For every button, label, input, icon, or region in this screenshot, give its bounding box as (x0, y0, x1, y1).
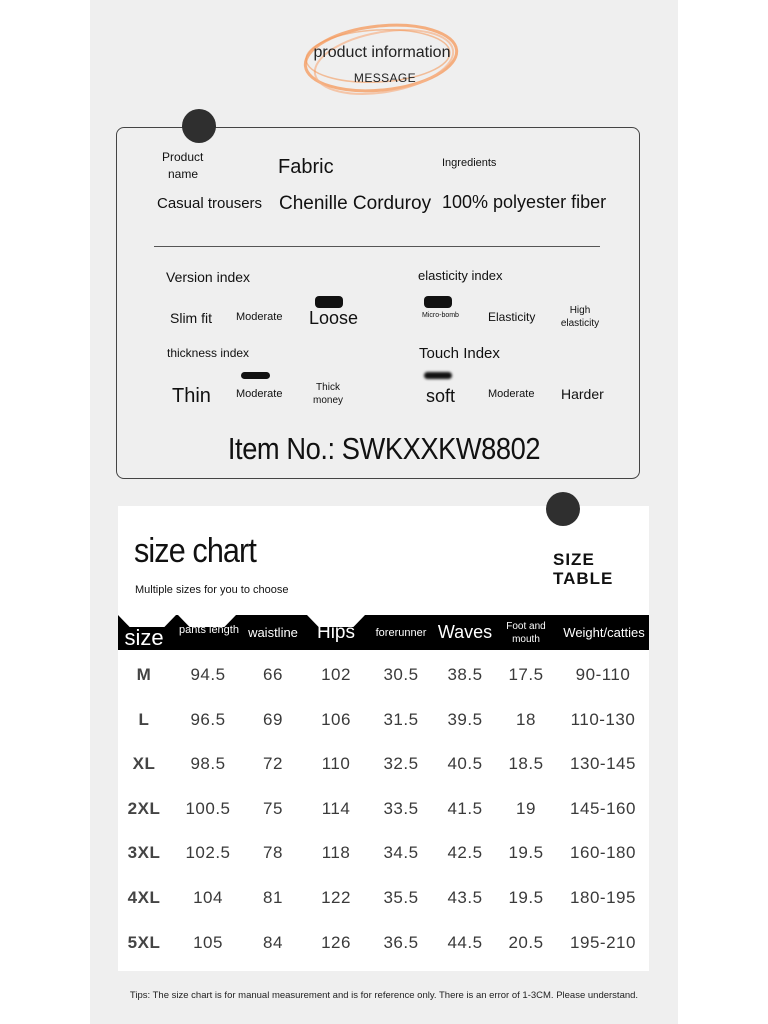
product-information-title: product information (313, 44, 451, 61)
elasticity-option-micro-bomb: Micro-bomb (422, 312, 459, 319)
table-cell: 81 (263, 888, 283, 907)
tips-footnote: Tips: The size chart is for manual measurement and is for reference only. There is an error of 1-3CM. Please understand. (129, 990, 639, 1001)
touch-option-harder: Harder (561, 386, 604, 402)
size-chart-title: size chart (134, 532, 256, 570)
table-cell: 106 (321, 709, 351, 729)
table-cell: 19 (516, 798, 536, 818)
table-cell: 104 (193, 888, 223, 907)
thickness-index-label: thickness index (167, 346, 250, 360)
touch-selected-marker (424, 372, 452, 379)
table-cell: 94.5 (190, 665, 226, 684)
version-option-moderate: Moderate (236, 311, 283, 323)
panel-dot-decoration (546, 492, 580, 526)
card-dot-decoration (182, 109, 216, 143)
product-name-label-line2: name (168, 167, 199, 181)
table-cell: 96.5 (190, 709, 226, 729)
size-cell: L (138, 709, 150, 729)
table-cell: 38.5 (447, 665, 483, 684)
column-header-forerunner: forerunner (375, 626, 427, 639)
table-cell: 19.5 (508, 888, 544, 907)
card-divider (154, 246, 600, 247)
table-cell: 66 (263, 665, 283, 684)
version-index-label: Version index (166, 269, 251, 285)
ingredients-label: Ingredients (442, 157, 497, 169)
item-number: Item No.: SWKXXKW8802 (227, 431, 541, 466)
table-cell: 39.5 (447, 709, 483, 729)
table-cell: 43.5 (447, 888, 483, 907)
column-header-weight: Weight/catties (563, 625, 645, 640)
size-cell: 3XL (127, 843, 161, 863)
table-cell: 90-110 (575, 665, 631, 684)
thickness-option-moderate: Moderate (236, 388, 283, 400)
table-cell: 44.5 (447, 932, 483, 952)
table-cell: 18.5 (508, 754, 544, 774)
table-cell: 145-160 (570, 798, 636, 818)
elasticity-option-elasticity: Elasticity (488, 310, 536, 324)
table-cell: 17.5 (508, 665, 544, 684)
table-row (118, 876, 649, 920)
table-row (118, 787, 649, 831)
size-table-label-line1: SIZE (553, 550, 595, 569)
table-cell: 126 (321, 932, 351, 952)
table-row (118, 831, 649, 875)
size-cell: XL (132, 754, 156, 774)
size-cell: 2XL (127, 798, 161, 818)
column-header-waistline: waistline (248, 625, 298, 640)
size-cell: 5XL (127, 932, 161, 952)
touch-index-label: Touch Index (419, 345, 500, 362)
table-cell: 35.5 (383, 888, 419, 907)
size-cell: 4XL (127, 888, 161, 907)
table-cell: 122 (321, 888, 351, 907)
column-header-foot-and-mouth: Foot and mouth (506, 620, 546, 645)
table-cell: 180-195 (570, 888, 636, 907)
version-option-slim-fit: Slim fit (170, 310, 212, 326)
table-cell: 98.5 (190, 754, 226, 774)
table-cell: 78 (263, 843, 283, 863)
table-cell: 40.5 (447, 754, 483, 774)
table-cell: 102 (321, 665, 351, 684)
table-cell: 72 (263, 754, 283, 774)
table-cell: 69 (263, 709, 283, 729)
table-cell: 160-180 (570, 843, 636, 863)
product-name-label-line1: Product (162, 150, 204, 164)
table-cell: 110 (321, 754, 351, 774)
table-cell: 114 (321, 798, 351, 818)
size-table-label-line2: TABLE (553, 569, 614, 588)
table-cell: 34.5 (383, 843, 419, 863)
size-table-label (553, 550, 613, 588)
table-cell: 20.5 (508, 932, 544, 952)
table-cell: 118 (321, 843, 351, 863)
table-cell: 42.5 (447, 843, 483, 863)
size-cell: M (136, 665, 152, 684)
elasticity-index-label: elasticity index (418, 268, 503, 283)
touch-option-moderate: Moderate (488, 388, 535, 400)
table-cell: 100.5 (185, 798, 231, 818)
version-selected-marker (315, 296, 343, 308)
column-header-waves: Waves (437, 622, 493, 642)
thickness-option-thin: Thin (172, 385, 211, 407)
elasticity-option-high: High elasticity (560, 305, 600, 329)
table-cell: 110-130 (570, 709, 636, 729)
table-cell: 30.5 (383, 665, 419, 684)
table-cell: 31.5 (383, 709, 419, 729)
fabric-label: Fabric (278, 156, 334, 178)
touch-option-soft: soft (426, 386, 456, 406)
size-chart-subtitle: Multiple sizes for you to choose (135, 584, 289, 596)
column-header-size: size (124, 624, 164, 650)
table-cell: 105 (193, 932, 223, 952)
column-header-pants-length: pants length (179, 623, 239, 636)
version-option-loose: Loose (309, 308, 359, 328)
thickness-option-thick-money: Thick money (312, 382, 343, 406)
table-cell: 18 (516, 709, 536, 729)
table-cell: 75 (263, 798, 283, 818)
elasticity-selected-marker (424, 296, 452, 308)
table-cell: 130-145 (570, 754, 636, 774)
table-row (118, 742, 649, 786)
table-row (118, 921, 649, 965)
table-row (118, 698, 649, 742)
fabric-value: Chenille Corduroy (279, 193, 432, 214)
table-cell: 32.5 (383, 754, 419, 774)
table-row (118, 653, 649, 697)
product-name-value: Casual trousers (157, 195, 263, 212)
thickness-selected-marker (241, 372, 270, 379)
table-cell: 41.5 (447, 798, 483, 818)
column-header-hips: Hips (316, 621, 355, 643)
message-subtitle: MESSAGE (353, 71, 417, 85)
table-cell: 195-210 (570, 932, 636, 952)
table-cell: 102.5 (185, 843, 231, 863)
table-cell: 36.5 (383, 932, 419, 952)
table-cell: 84 (263, 932, 283, 952)
ingredients-value: 100% polyester fiber (442, 192, 607, 212)
table-cell: 33.5 (383, 798, 419, 818)
table-cell: 19.5 (508, 843, 544, 863)
